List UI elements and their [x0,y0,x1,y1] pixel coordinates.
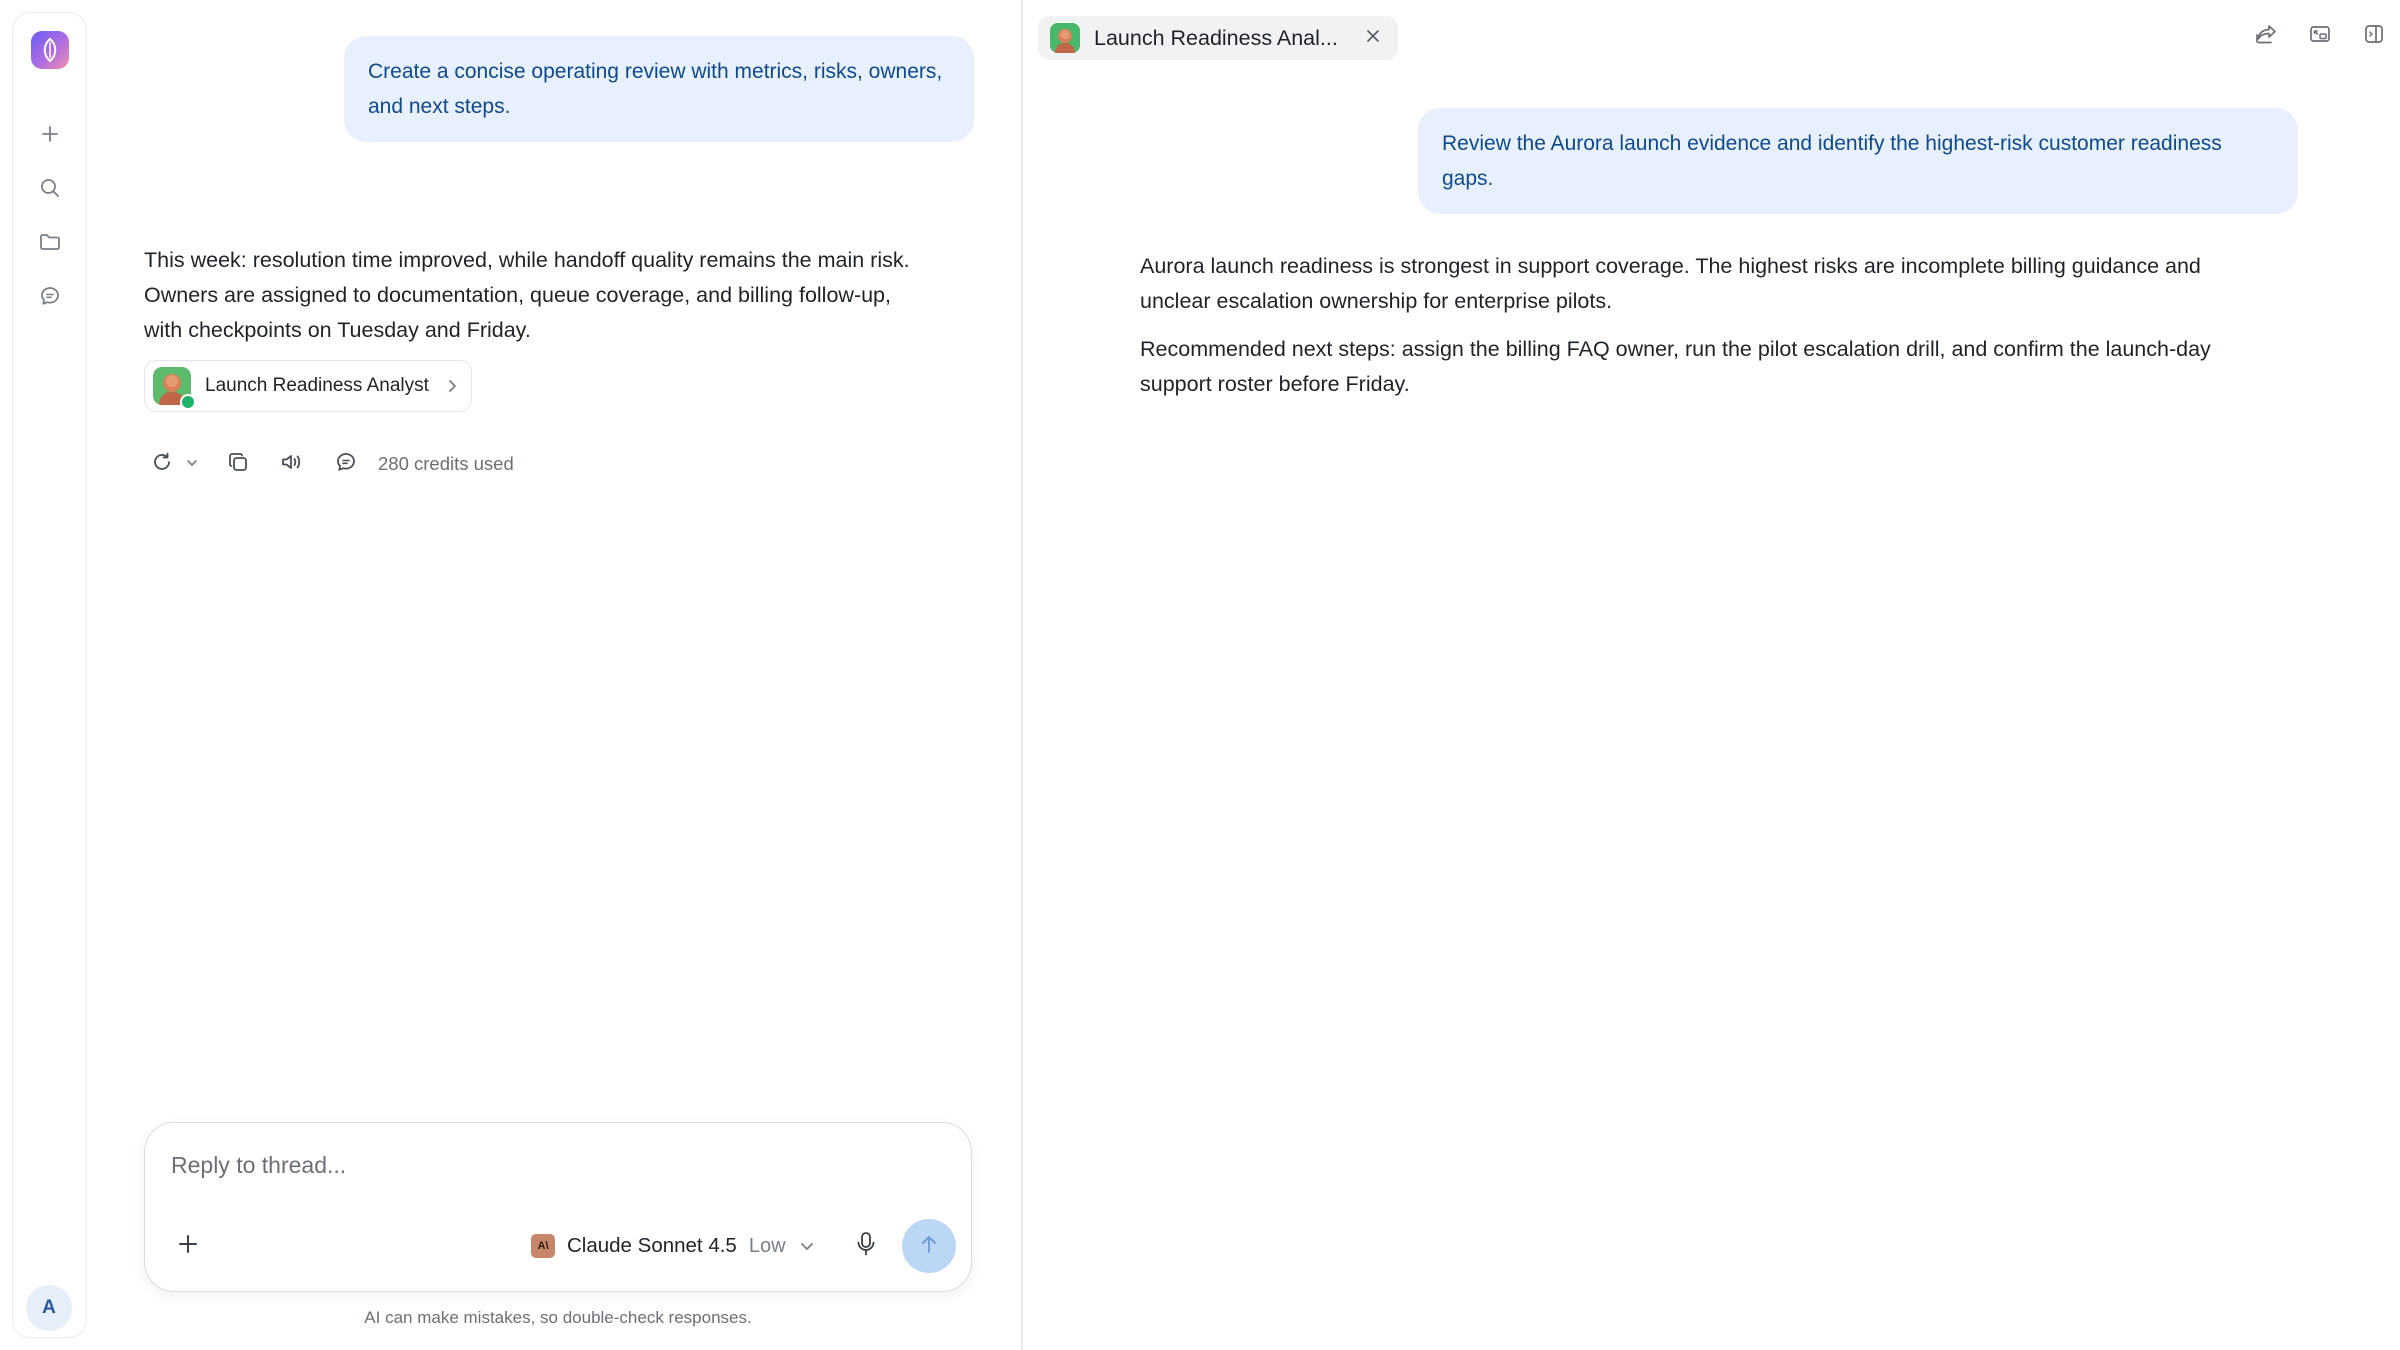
panel-assistant-message [1140,249,2250,402]
chats-button[interactable] [32,280,68,316]
regenerate-options-button[interactable] [180,446,204,482]
read-aloud-button[interactable] [274,446,310,482]
logo-mark-icon [39,37,61,63]
chevron-right-icon [439,378,465,394]
search-button[interactable] [32,172,68,208]
plus-icon [40,124,60,149]
copy-icon [227,451,249,478]
model-selector[interactable] [531,1227,814,1265]
panel-user-message-text: Review the Aurora launch evidence and identify the highest-risk customer readiness gaps. [1442,132,2222,190]
close-icon [1365,28,1381,49]
close-tab-button[interactable] [1356,21,1390,55]
credits-used: 280 credits used [378,453,514,474]
agent-tab[interactable] [1038,16,1398,60]
reply-input[interactable] [171,1145,931,1185]
user-message-bubble [344,36,974,142]
panel-user-message-bubble [1418,108,2298,214]
pane-divider[interactable] [1021,0,1023,1350]
left-rail [12,12,87,1338]
new-chat-button[interactable] [32,118,68,154]
microphone-icon [855,1231,877,1262]
arrow-up-icon [919,1233,939,1260]
search-icon [39,177,61,204]
agent-chip-label: Launch Readiness Analyst [205,375,429,396]
feedback-button[interactable] [328,446,364,482]
copy-button[interactable] [220,446,256,482]
user-avatar[interactable]: A [26,1285,72,1331]
chevron-down-icon [800,1241,814,1251]
app-logo[interactable] [31,31,69,69]
message-actions [144,444,514,484]
open-in-window-button[interactable] [2302,18,2338,54]
share-button[interactable] [2248,18,2284,54]
chevron-down-icon [186,455,198,473]
toggle-panel-button[interactable] [2356,18,2392,54]
agent-chip[interactable] [144,360,472,412]
disclaimer: AI can make mistakes, so double-check responses. [364,1308,752,1327]
folder-icon [39,232,61,257]
projects-button[interactable] [32,226,68,262]
model-effort: Low [748,1234,786,1257]
share-icon [2254,23,2278,50]
comment-icon [335,451,357,478]
chat-bubble-icon [39,285,61,312]
main-thread-pane [100,0,1020,1350]
user-message-text: Create a concise operating review with metrics, risks, owners, and next steps. [368,60,943,118]
regenerate-button[interactable] [144,446,180,482]
panel-assistant-paragraph: Recommended next steps: assign the billing FAQ owner, run the pilot escalation drill, and confirm the launch-day support roster before Friday. [1140,337,2211,396]
composer [144,1122,972,1292]
voice-input-button[interactable] [845,1225,887,1267]
attach-button[interactable] [169,1227,207,1265]
tab-title: Launch Readiness Anal... [1094,25,1338,50]
plus-icon [176,1232,200,1261]
online-status-dot [180,394,196,410]
assistant-message [144,243,934,348]
speaker-icon [280,451,304,478]
model-name: Claude Sonnet 4.5 [567,1234,737,1257]
refresh-icon [151,451,173,478]
agent-avatar [1050,23,1080,53]
picture-in-picture-icon [2308,23,2332,50]
agent-avatar [153,367,191,405]
anthropic-icon: A\ [531,1234,555,1258]
sidebar-right-icon [2363,23,2385,50]
send-button[interactable] [902,1219,956,1273]
panel-assistant-paragraph: Aurora launch readiness is strongest in support coverage. The highest risks are incomplete billing guidance and unclear escalation ownership for enterprise pilots. [1140,254,2201,313]
assistant-message-text: This week: resolution time improved, while handoff quality remains the main risk. Owners are assigned to documentation, queue coverage, and billing follow-up, with checkpoints on Tuesday and Friday. [144,248,910,342]
